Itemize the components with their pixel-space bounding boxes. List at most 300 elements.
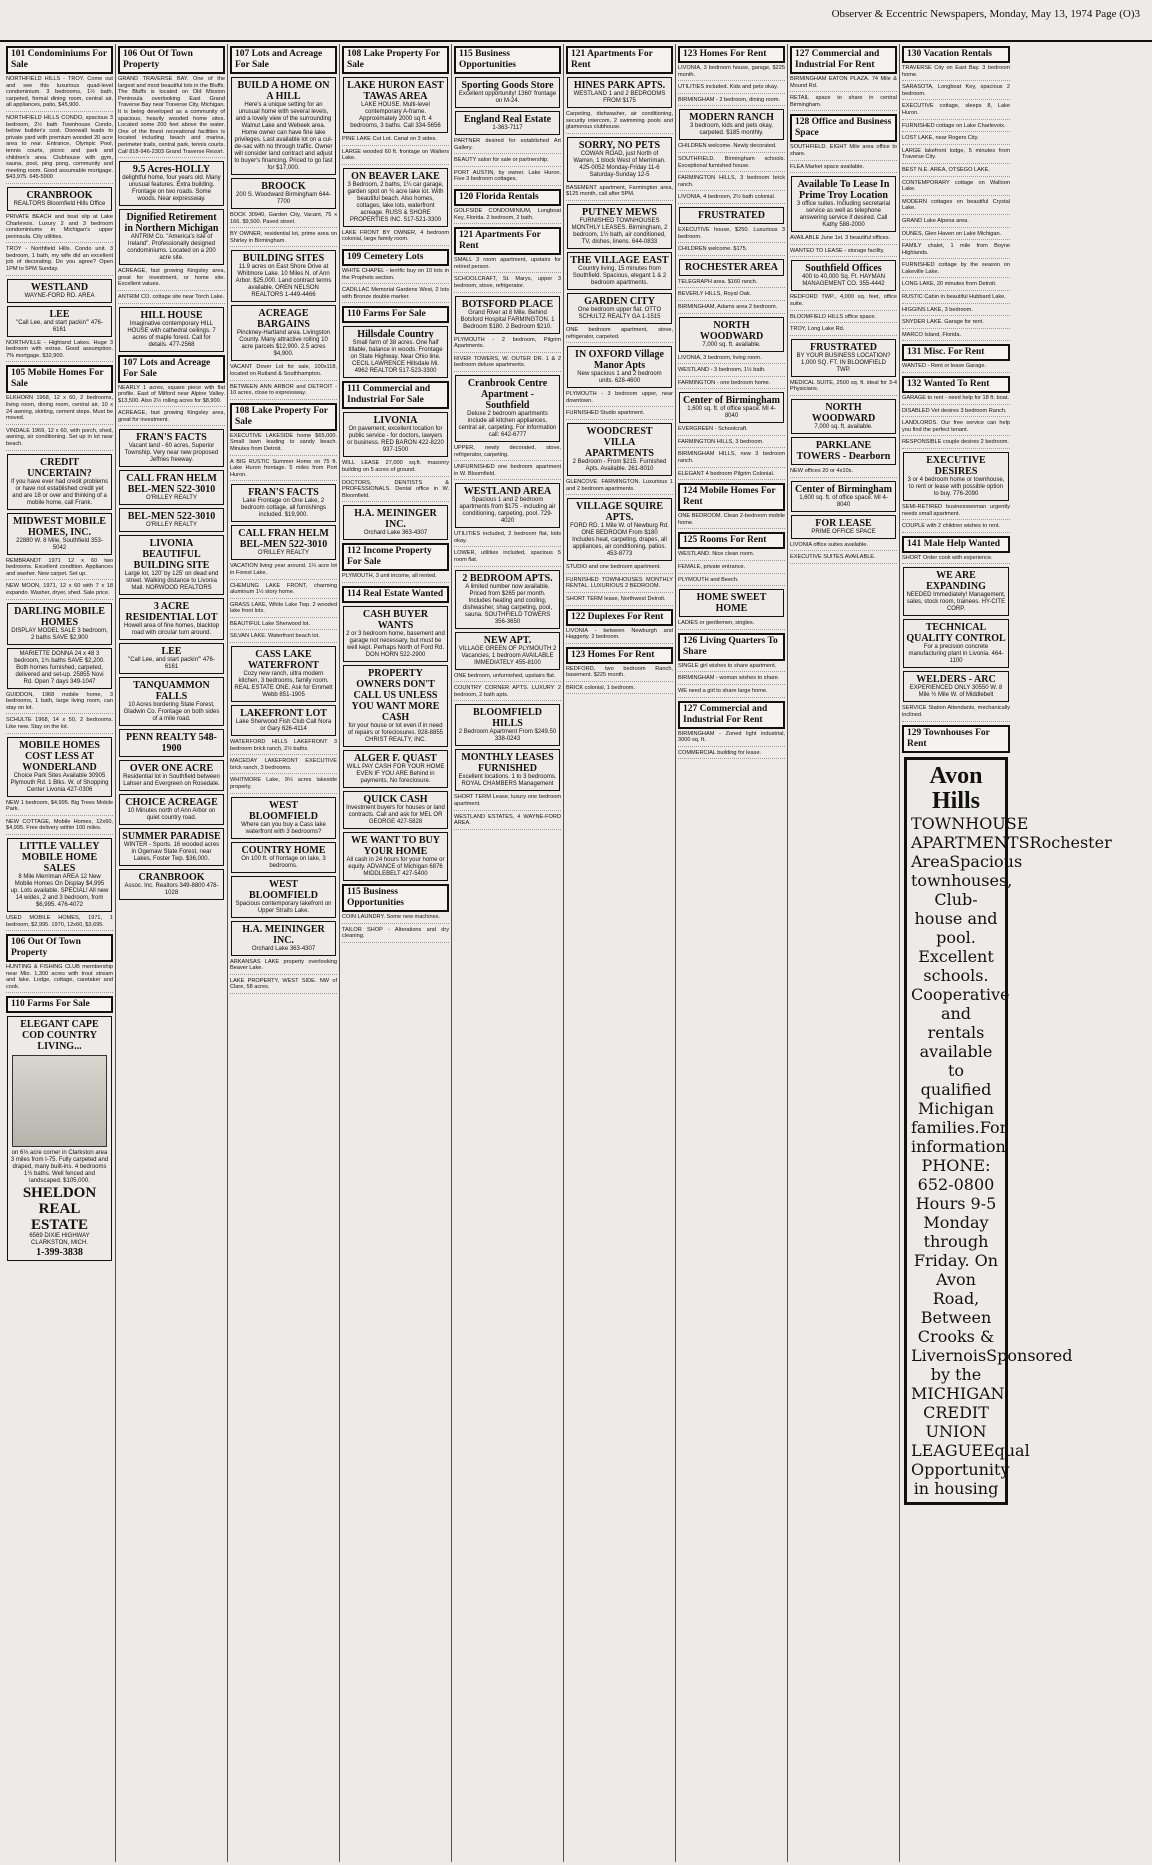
display-ad-body: NEEDED Immediately! Management, sales, stock room, trainees. HY-CITE CORP. [906,592,1006,613]
display-ad-body: Howell area of fine homes, blacktop road with circular turn around. [123,623,220,637]
display-ad-headline: CREDIT UNCERTAIN? [27,456,92,479]
display-ad-body: 1,600 sq. ft. of office space. MI 4-8040 [799,494,888,508]
classified-section [6,46,113,184]
classified-ad: ACREAGE, fast growing Kingsley area, great for investment. [118,410,225,426]
display-ad-body: O'RILLEY REALTY [258,550,309,557]
classified-ad: RESPONSIBLE couple desires 2 bedroom. [902,439,1010,449]
display-ad-body: for your house or lot even if in need of repairs or foreclosures. 928-8855 CHRIST REALTY, INC. [347,722,444,743]
display-ad-body: One bedroom upper flat. OTTO SCHULTZ REALTY GA 1-1515 [577,306,662,320]
display-ad [567,204,672,249]
display-ad-headline: THE VILLAGE EAST [570,254,669,266]
display-ad-body: 400 to 40,000 Sq. Ft. HAYMAN MANAGEMENT CO. 355-4442 [802,274,885,288]
display-ad-body: 7,000 sq. ft. available. [814,423,873,430]
display-ad [231,876,336,918]
photo-ad-body: on 6⅓ acre corner in Clarkston area 3 miles from I-75. Fully carpeted and draped, many built-ins. 4 bedrooms 1½ baths. Well fenced and landscaped. $105,000. [10,1150,109,1185]
display-ad-body: 3 bedroom, kids and pets okay, carpeted. $185 monthly. [690,123,773,137]
classified-section [678,317,785,390]
section-heading: 109 Cemetery Lots [342,249,449,266]
classified-section [118,429,225,900]
classified-ad: CHILDREN welcome. $175. [678,246,785,256]
display-ad-headline: CRANBROOK [138,872,205,884]
display-ad [567,252,672,290]
display-ad [343,606,448,662]
classified-section [118,46,225,158]
classified-ad: FAMILY chalet, 1 mile from Boyne Highlands. [902,243,1010,259]
display-ad-body: 200 S. Woodward Birmingham 644-7700 [236,192,331,205]
classified-section [118,161,225,303]
display-ad-headline: Dignified Retirement in Northern Michigan [124,212,219,235]
classified-ad: BIRMINGHAM - woman wishes to share. [678,675,785,685]
display-ad-body: 10 Acres bordering State Forest, Gladwin Co. Frontage on both sides of a mile road. [123,702,220,723]
display-ad [7,513,112,555]
display-ad-headline: NORTH WOODWARD [811,401,876,424]
display-ad-body: Investment buyers for houses or land contracts. Call and ask for MEL OR GEORGE 427-5828 [346,804,445,825]
display-ad-body: O'RILLEY REALTY [146,495,197,502]
realty-address: 6569 DIXIE HIGHWAY CLARKSTON, MICH. [29,1233,90,1247]
display-ad-body: LAKE HOUSE. Multi-level contemporary A-frame. Approximately 2000 sq ft. 4 bedrooms, 3 baths. Call 334-5656 [350,102,441,129]
display-ad-headline: COUNTRY HOME [241,844,326,856]
classified-section [6,934,113,993]
display-ad [455,570,560,629]
classified-section [342,543,449,583]
classified-section [230,46,337,247]
classified-section [678,633,785,698]
display-ad-headline: SORRY, NO PETS [578,139,661,151]
classified-ad: WESTLAND ESTATES, 4 WAYNE-FORD AREA. [454,814,561,830]
classified-ad: LOST LAKE, near Rogers City. [902,135,1010,145]
classified-section [566,423,673,495]
display-ad-headline: FRUSTRATED [697,209,766,221]
classified-section [454,46,561,186]
classified-ad: SNYDER LAKE. Garage for rent. [902,319,1010,329]
display-ad-headline: ON BEAVER LAKE [351,170,440,182]
display-ad-headline: Center of Birmingham [682,395,781,407]
display-ad [343,665,448,747]
classified-ad: TRAVERSE City on East Bay. 3 bedroom home. [902,65,1010,81]
display-ad [119,508,224,532]
display-ad [231,178,336,209]
classified-ad: DISABLED Vet desires 3 bedroom Ranch. [902,408,1010,418]
classified-ad: TELEGRAPH area. $160 ranch. [678,279,785,289]
display-ad-body: A limited number now available. Priced from $265 per month. Includes heating and cooling, dishwasher, shag carpeting, pool, sauna. SOUTHFIELD TOWERS 356-3650 [462,583,553,625]
classified-ad: NORTHVILLE - Highland Lakes. Huge 3 bedroom with extras. Good assumption. 7% mortgage. $32,900. [6,340,113,363]
classified-ad: STUDIO and one bedroom apartment. [566,564,673,574]
display-ad-headline: England Real Estate [463,114,552,125]
display-ad-body: Orchard Lake 363-4307 [363,530,428,537]
display-ad [343,750,448,788]
display-ad-body: WAYNE-FORD RD. AREA [24,292,95,299]
classified-ad: BEVERLY HILLS, Royal Oak. [678,291,785,301]
display-ad [7,454,112,510]
classified-ad: BIRMINGHAM - 2 bedroom, dining room. [678,97,785,107]
classified-section [454,296,561,372]
classified-section [342,586,449,881]
section-heading: 123 Homes For Rent [678,46,785,63]
classified-section [790,114,897,173]
classified-section [902,46,1010,132]
display-ad-headline: NEW APT. [483,634,532,646]
display-ad-body: Spacious 1 and 2 bedroom apartments from $175 - including air conditioning, carpeting, pool. 729-4020 [459,497,556,525]
display-ad-body: REALTORS Bloomfield Hills Office [13,200,106,207]
classified-ad: WESTLAND. Nice clean room. [678,551,785,561]
classified-section [902,344,1010,373]
classified-section [678,207,785,256]
display-ad [791,339,896,377]
classified-section [342,884,449,943]
classified-ad: DOCTORS, DENTISTS & PROFESSIONALS. Dental office in W. Bloomfield. [342,480,449,503]
display-ad-body: Imaginative contemporary HILL HOUSE with cathedral ceilings. 7 acres of maple forest. Call for details. 477-2568 [127,320,216,348]
display-ad-body: On 100 ft. of frontage on lake, 3 bedrooms. [241,855,326,869]
classified-page [4,44,1148,1862]
classified-ad: SILVAN LAKE. Waterfront beach lot. [230,633,337,643]
display-ad-body: Vacant land - 60 acres, Superior Township. Very near new proposed Jeffries freeway. [124,443,219,464]
display-ad-headline: QUICK CASH [363,793,428,805]
display-ad-headline: BEL-MEN 522-3010 [127,511,216,523]
classified-section [902,135,1010,341]
classified-ad: BEAUTIFUL Lake Sherwood lot. [230,621,337,631]
display-ad-headline: 3 ACRE RESIDENTIAL LOT [125,601,218,624]
classified-section [678,259,785,314]
classified-ad: LAKE PROPERTY, WEST SIDE. NW of Clare, 58 acres. [230,978,337,994]
classified-ad: ELKHORN 1968, 12 x 60, 2 bedrooms, living room, dining room, central air, 10 x 24 awning, skirting, cement steps. Must be moved. [6,395,113,424]
display-ad-body: Cozy new ranch, ultra modern kitchen, 3 bedrooms, family room. REAL ESTATE ONE. Ask for Emmett Webb 851-1905 [234,671,333,699]
classified-section [678,532,785,586]
classified-ad: SOUTHFIELD. EIGHT Mile area office to share. [790,144,897,160]
classified-ad: LANDLORDS. Our free service can help you find the perfect tenant. [902,420,1010,436]
classified-section [230,250,337,399]
classified-section [566,204,673,343]
display-ad [567,346,672,388]
display-ad-headline: BLOOMFIELD HILLS [473,707,542,730]
classified-ad: VACATION living year around. 1¼ acre lot in Forest Lake. [230,563,337,579]
classified-ad: GUIDDON, 1968 mobile home, 3 bedrooms, 1 bath, large living room, can stay on lot. [6,692,113,715]
classified-section [566,137,673,201]
display-ad-body: Orchard Lake 363-4307 [251,945,316,952]
display-ad-body: "Call Lee, and start packin'" 476-6161 [128,657,215,671]
display-ad-headline: CRANBROOK [26,189,93,201]
display-ad-headline: EXECUTIVE DESIRES [926,455,986,477]
classified-ad: HIGGINS LAKE, 3 bedroom. [902,307,1010,317]
classified-ad: WHITE CHAPEL - terrific buy on 10 lots in the Prophets section. [342,268,449,284]
classified-ad: SARASOTA, Longboat Key, spacious 2 bedroom. [902,84,1010,100]
classified-section [230,484,337,643]
display-ad-body: 3 or 4 bedroom home or townhouse, to rent or lease with possible option to buy. 776-2090 [907,477,1005,497]
display-ad-body: 3 Bedroom, 2 baths, 1¼ car garage, garden spot on ¾ acre lake lot. With beautiful beach. Also homes, cottages, lake lots, waterfront acreage. RUSS & SHORE PROPERTIES INC. 517-521-3300 [347,181,444,223]
display-ad [119,470,224,505]
section-heading: 107 Lots and Acreage For Sale [118,355,225,383]
classified-ad: SINGLE girl wishes to share apartment. [678,663,785,673]
classified-ad: LARGE lakefront lodge, 5 minutes from Traverse City. [902,148,1010,164]
display-ad-body: 8 Mile Merriman AREA 12 New Mobile Homes On Display $4,995 up. Lots available. SPECIAL! All new 14 wides, 2 and 3 bedroom, from $6,995. 476-4072 [10,873,109,908]
display-ad [231,921,336,956]
display-ad-headline: LAKE HURON EAST TAWAS AREA [347,80,444,102]
display-ad [903,619,1009,668]
classified-ad: RUSTIC Cabin in beautiful Hubbard Lake. [902,294,1010,304]
classified-ad: GRAND Lake Alpena area. [902,218,1010,228]
masthead-dateline: Observer & Eccentric Newspapers, Monday, May 13, 1974 Page (O)3 [831,8,1140,20]
classified-section [454,375,561,480]
display-ad [903,671,1009,702]
classified-section [6,454,113,600]
classified-ad: RIVER TOWERS, W. OUTER DR. 1 & 2 bedroom deluxe apartments. [454,356,561,372]
display-ad-body: VILLAGE GREEN OF PLYMOUTH 2 Vacancies, 1 bedroom AVAILABLE IMMEDIATELY 455-8100 [458,645,557,666]
display-ad [119,677,224,726]
classified-section [454,570,561,702]
display-ad-headline: Hillsdale Country [357,329,434,341]
display-ad [231,646,336,702]
display-ad [231,305,336,361]
classified-ad: WILL LEASE 27,000 sq.ft. masonry building on 5 acres of ground. [342,460,449,476]
display-ad [567,423,672,476]
section-heading: 111 Commercial and Industrial For Sale [342,381,449,409]
display-ad [567,137,672,182]
classified-ad: BLOOMFIELD HILLS office space. [790,314,897,324]
display-ad-body: Small farm of 38 acres. One half tillable, balance in woods. Frontage on State Highway. Near Ohio line. CECIL LAWRENCE Hillsdale Mi. 4962 REALTOR 517-523-3300 [348,340,443,375]
classified-ad: EVERGREEN - Schoolcraft. [678,426,785,436]
display-ad [119,869,224,900]
display-ad-body: MARIETTE DONNA 24 x 48 3 bedroom, 1¾ baths SAVE $2,200. Both homes furnished, carpeted, delivered and set-up. 25855 Novi Rd. Open 7 days 349-1047 [14,650,105,685]
section-heading: 130 Vacation Rentals [902,46,1010,63]
display-ad-headline: Center of Birmingham [794,483,893,495]
classified-ad: BETWEEN ANN ARBOR and DETROIT - 10 acres, close to expressway. [230,384,337,400]
display-ad [7,838,112,912]
classified-ad: BOCK 30940, Garden City, Vacant, 75 x 166. $9,500. Paved street. [230,212,337,228]
classified-ad: FEMALE, private entrance. [678,564,785,574]
classified-ad: FURNISHED TOWNHOUSES MONTHLY RENTAL. LUXURIOUS 2 BEDROOM. [566,577,673,593]
display-ad [903,452,1009,501]
display-ad-headline: IN OXFORD Village Manor Apts [575,349,664,372]
display-ad-body: 10 Minutes north of Ann Arbor on quiet country road. [127,808,216,822]
display-ad-headline: ACREAGE BARGAINS [257,308,310,331]
display-ad-headline: OVER ONE ACRE [129,763,214,775]
display-ad-body: Pinckney-Hartland area. Livingston County. Many attractive rolling 10 acre parcels $12,900. 2.5 acres $4,900. [236,330,331,358]
classified-section [790,46,897,111]
column-6 [564,44,676,1862]
section-heading: 115 Business Opportunities [342,884,449,912]
display-ad-body: Where can you buy a Cass lake waterfront with 3 bedrooms? [241,821,326,835]
classified-section [790,176,897,257]
classified-section [342,505,449,540]
classified-section [678,589,785,630]
display-ad-body: 1,600 sq. ft. of office space. MI 4-8040 [687,406,776,420]
display-ad [343,412,448,457]
display-ad-headline: WOODCREST VILLA APARTMENTS [585,425,654,459]
display-ad-body: 2 Bedroom Apartment From $249.50 338-0243 [458,729,557,743]
classified-section [454,227,561,292]
display-ad-body: COWAN ROAD, just North of Warren, 1 block West of Merriman. 425-0052 Monday-Friday 11-6 Saturday-Sunday 12-5 [573,150,666,178]
equal-housing-note: Equal Opportunity in housing [911,1440,1030,1498]
section-heading: 129 Townhouses For Rent [902,725,1010,753]
display-ad-headline: 9.5 Acres-HOLLY [132,164,211,176]
classified-ad: PLYMOUTH, 3 unit income, all rented. [342,573,449,583]
classified-ad: MACEDAY LAKEFRONT EXECUTIVE brick ranch, 3 bedrooms. [230,758,337,774]
display-ad-body: Lake Sherwood Fish Club Call Nora or Gary 626-4114 [235,719,332,733]
classified-ad: FARMINGTON - one bedroom home. [678,380,785,390]
classified-ad: MEDICAL SUITE, 2500 sq. ft. ideal for 3-4 Physicians. [790,380,897,396]
classified-ad: ONE bedroom, unfurnished, upstairs flat. [454,673,561,683]
section-heading: 106 Out Of Town Property [118,46,225,74]
display-ad-body: Large lot, 120' by 125' on dead end street. Walking distance to Livonia Mall. NORWOOD REALTORS [124,571,219,592]
display-ad-headline: WESTLAND [30,281,89,293]
classified-section [678,701,785,760]
classified-ad: FARMINGTON HILLS, 3 bedroom brick ranch. [678,175,785,191]
classified-ad: USED MOBILE HOMES, 1971, 1 bedroom, $2,995. 1970, 12x60, $3,695. [6,915,113,931]
classified-ad: WATERFORD HILLS LAKEFRONT 3 bedroom brick ranch, 2½ baths. [230,739,337,755]
display-ad-body: 2 or 3 bedroom home, basement and garage not necessary, but must be well kept. Perhaps North of Ford Rd. DON HORN 522-2900 [346,630,445,658]
classified-ad: CHEMUNG LAKE FRONT, charming aluminum 1½ story home. [230,583,337,599]
display-ad-body: 7,000 sq. ft. available. [702,341,761,348]
classified-section [902,725,1010,753]
display-ad [343,832,448,881]
classified-section [6,279,113,363]
classified-ad: NEW COTTAGE, Mobile Homes, 12x60, $4,995. Free delivery within 100 miles. [6,819,113,835]
display-ad-headline: PENN REALTY 548-1900 [126,732,217,755]
display-ad-headline: GARDEN CITY [584,295,655,307]
section-heading: 106 Out Of Town Property [6,934,113,962]
classified-ad: FARMINGTON HILLS, 3 bedroom. [678,439,785,449]
display-ad-headline: ALGER F. QUAST [354,752,437,764]
section-heading: 123 Homes For Rent [566,647,673,664]
display-ad-headline: NORTH WOODWARD [699,319,764,342]
classified-ad: ANTRIM CO. cottage site near Torch Lake. [118,294,225,304]
classified-ad: LADIES or gentlemen, singles. [678,620,785,630]
classified-ad: BIRMINGHAM, Adams area 2 bedroom. [678,304,785,314]
display-ad [7,187,112,211]
avon-sponsor: Sponsored by the MICHIGAN CREDIT UNION LEAGUE [911,1345,1073,1460]
display-ad-body: ANTRIM Co. "America's Isle of Ireland". Professionally designed condominiums. Located on a 200 acre site. [127,234,216,262]
classified-ad: COMMERCIAL building for lease. [678,750,785,760]
display-ad-headline: MONTHLY LEASES FURNISHED [461,752,554,775]
classified-section [678,109,785,204]
section-heading: 121 Apartments For Rent [566,46,673,74]
column-2 [116,44,228,1862]
display-ad [119,729,224,757]
display-ad [119,643,224,674]
display-ad [791,515,896,539]
display-ad-headline: CALL FRAN HELM BEL-MEN 522-3010 [238,528,329,551]
display-ad [567,498,672,561]
display-ad-headline: Sporting Goods Store [461,80,554,91]
classified-section [678,392,785,480]
display-ad-headline: WELDERS - ARC [916,674,996,686]
display-ad [791,176,896,232]
classified-ad: CONTEMPORARY cottage on Walloon Lake. [902,180,1010,196]
avon-info: For information PHONE: 652-0800 Hours 9-5 Monday through Friday. On Avon Road, Between Crooks & Livernois [911,1117,1008,1365]
display-ad [791,481,896,512]
classified-ad: PARTNER desired for established Art Gallery. [454,138,561,154]
classified-ad: GOLFSIDE CONDOMINIUM, Longboat Key, Florida. 2 bedroom, 2 bath. [454,208,561,224]
section-heading: 125 Rooms For Rent [678,532,785,549]
display-ad [455,296,560,334]
column-9 [900,44,1112,1862]
classified-ad: RETAIL space to share in central Birmingham. [790,95,897,111]
display-ad-headline: LEE [49,308,70,320]
classified-ad: BASEMENT apartment, Farmington area, $125 month, call after 5PM. [566,185,673,201]
display-ad-headline: BUILD A HOME ON A HILL [237,80,330,102]
display-ad-headline: LIVONIA BEAUTIFUL BUILDING SITE [133,538,210,572]
classified-ad: VINDALE 1969, 12 x 60, with porch, shed, awning, air conditioning. Set up in lot near beach. [6,428,113,451]
classified-ad: NEW 1 bedroom, $4,995. Big Trees Mobile Park. [6,800,113,816]
display-ad-body: WILL PAY CASH FOR YOUR HOME EVEN IF YOU ARE Behind in payments, No foreclosure. [346,763,445,784]
classified-ad: GRAND TRAVERSE BAY. One of the largest and most beautiful lots in the Bluffs. The Bluffs is located on Old Mission Peninsula overlooking East Grand Traverse Bay near Traverse City, Michigan. It is being developed as a community of spacious, heavily wooded home sites. Located some 200 feet above the water. One of the finest recreational facilities is located including beach and marina, perimeter trails, central park, tennis courts. Call 818-946-2303 Grand Traverse Resort. [118,76,225,158]
classified-ad: SEMI-RETIRED businesswoman urgently needs small apartment. [902,504,1010,520]
classified-ad: GLENCOVE. FARMINGTON. Luxurious 1 and 2 bedroom apartments. [566,479,673,495]
display-ad-body: FORD RD. 1 Mile W. of Newburg Rd. ONE BEDROOM From $180 Includes heat, carpeting, drapes, all appliances, air conditioning, patios. 453-8773 [570,523,669,558]
classified-ad: AVAILABLE June 1st. 3 beautiful offices. [790,235,897,245]
avon-hills-logo: Avon Hills [929,762,983,814]
classified-section [790,481,897,564]
display-ad-headline: MIDWEST MOBILE HOMES, INC. [13,515,106,538]
display-ad [567,293,672,324]
display-ad [231,484,336,522]
column-1 [4,44,116,1862]
display-ad-headline: PROPERTY OWNERS DON'T CALL US UNLESS YOU WANT MORE CA$H [351,667,440,723]
classified-ad: CHILDREN welcome. Newly decorated. [678,143,785,153]
classified-ad: EXECUTIVE LAKESIDE home $65,000. Small lawn leading to sandy beach. Minutes from Detroit. [230,433,337,456]
classified-ad: WANTED - Rent or lease Garage. [902,363,1010,373]
display-ad-headline: CASH BUYER WANTS [362,608,429,631]
classified-ad: BIRMINGHAM - Zoned light industrial, 3000 sq. ft. [678,731,785,747]
classified-ad: REMBRANDT 1971 12 x 60 two bedrooms. Excellent condition. Appliances and washer. New carpet. Set up. [6,558,113,581]
column-7 [676,44,788,1862]
classified-ad: NORTHFIELD HILLS CONDO, spacious 3 bedroom, 2½ bath Townhouse Condo, below builder's cost. Doorwall leads to private yard with premium wooded 20 acre area to rear. Entrance, Olympic Pool, tennis courts, picnic and park and children's area. Clubhouse with gym, sauna, pool, ping pong, community and meeting room. Good assumable mortgage. $43,975. 645-5900 [6,115,113,184]
display-ad [7,279,112,303]
display-ad-headline: HILL HOUSE [140,309,203,321]
classified-ad: SMALL 3 room apartment, upstairs for retired person. [454,257,561,273]
section-heading: 101 Condominiums For Sale [6,46,113,74]
classified-ad: SCHOOLCRAFT, St. Marys, upper 3 bedroom, stove, refrigerator. [454,276,561,292]
display-ad-body: 2 Bedroom - From $215. Furnished Apts. Available. 261-8010 [572,458,667,472]
classified-ad: LIVONIA, 4 bedroom, 2½ bath colonial. [678,194,785,204]
section-heading: 105 Mobile Homes For Sale [6,365,113,393]
section-heading: 127 Commercial and Industrial For Rent [678,701,785,729]
display-ad-body: For a precision concrete manufacturing plant in Livonia. 464-1100 [908,644,1004,665]
display-ad-headline: FRUSTRATED [809,341,878,353]
classified-ad: EXECUTIVE house, $250. Luxurious 3 bedroom. [678,227,785,243]
display-ad-headline: WESTLAND AREA [463,486,552,498]
display-ad-headline: SUMMER PARADISE [122,831,221,843]
classified-section [118,307,225,352]
display-ad [231,525,336,560]
display-ad-body: WESTLAND 1 and 2 BEDROOMS FROM $175 [573,91,666,104]
classified-ad: GARAGE to rent - need help for 18 ft. boat. [902,395,1010,405]
display-ad [455,375,560,442]
display-ad-headline: TECHNICAL QUALITY CONTROL [906,622,1006,645]
classified-section [790,260,897,335]
section-heading: 131 Misc. For Rent [902,344,1010,361]
display-ad-headline: DARLING MOBILE HOMES [14,605,105,628]
display-ad-body: Spacious contemporary lakefront on Upper Straits Lake. [235,900,332,914]
classified-ad: HUNTING & FISHING CLUB membership near Mio. 1,300 acres with trout stream and lake. Lodge, cottage, caretaker and cook. [6,964,113,993]
display-ad-headline: Cranbrook Centre Apartment - Southfield [467,377,548,411]
display-ad [343,505,448,540]
classified-ad: COUPLE with 2 children wishes to rent. [902,523,1010,533]
classified-section [230,646,337,794]
display-ad [231,77,336,175]
display-ad [7,737,112,797]
classified-ad: MARCO Island, Florida. [902,332,1010,342]
display-ad [679,109,784,140]
classified-section [902,452,1010,533]
classified-section [230,403,337,482]
classified-ad: NEARLY 1 acres, square piece with flat profile. East of Milford near Alpine Valley. $13,500. Also 2½ rolling acres for $8,900. [118,385,225,408]
display-ad [343,791,448,829]
display-ad [791,399,896,434]
classified-section [230,797,337,994]
classified-ad: DUNES, Glen Haven on Lake Michigan. [902,231,1010,241]
section-heading: 108 Lake Property For Sale [230,403,337,431]
display-ad [343,326,448,378]
